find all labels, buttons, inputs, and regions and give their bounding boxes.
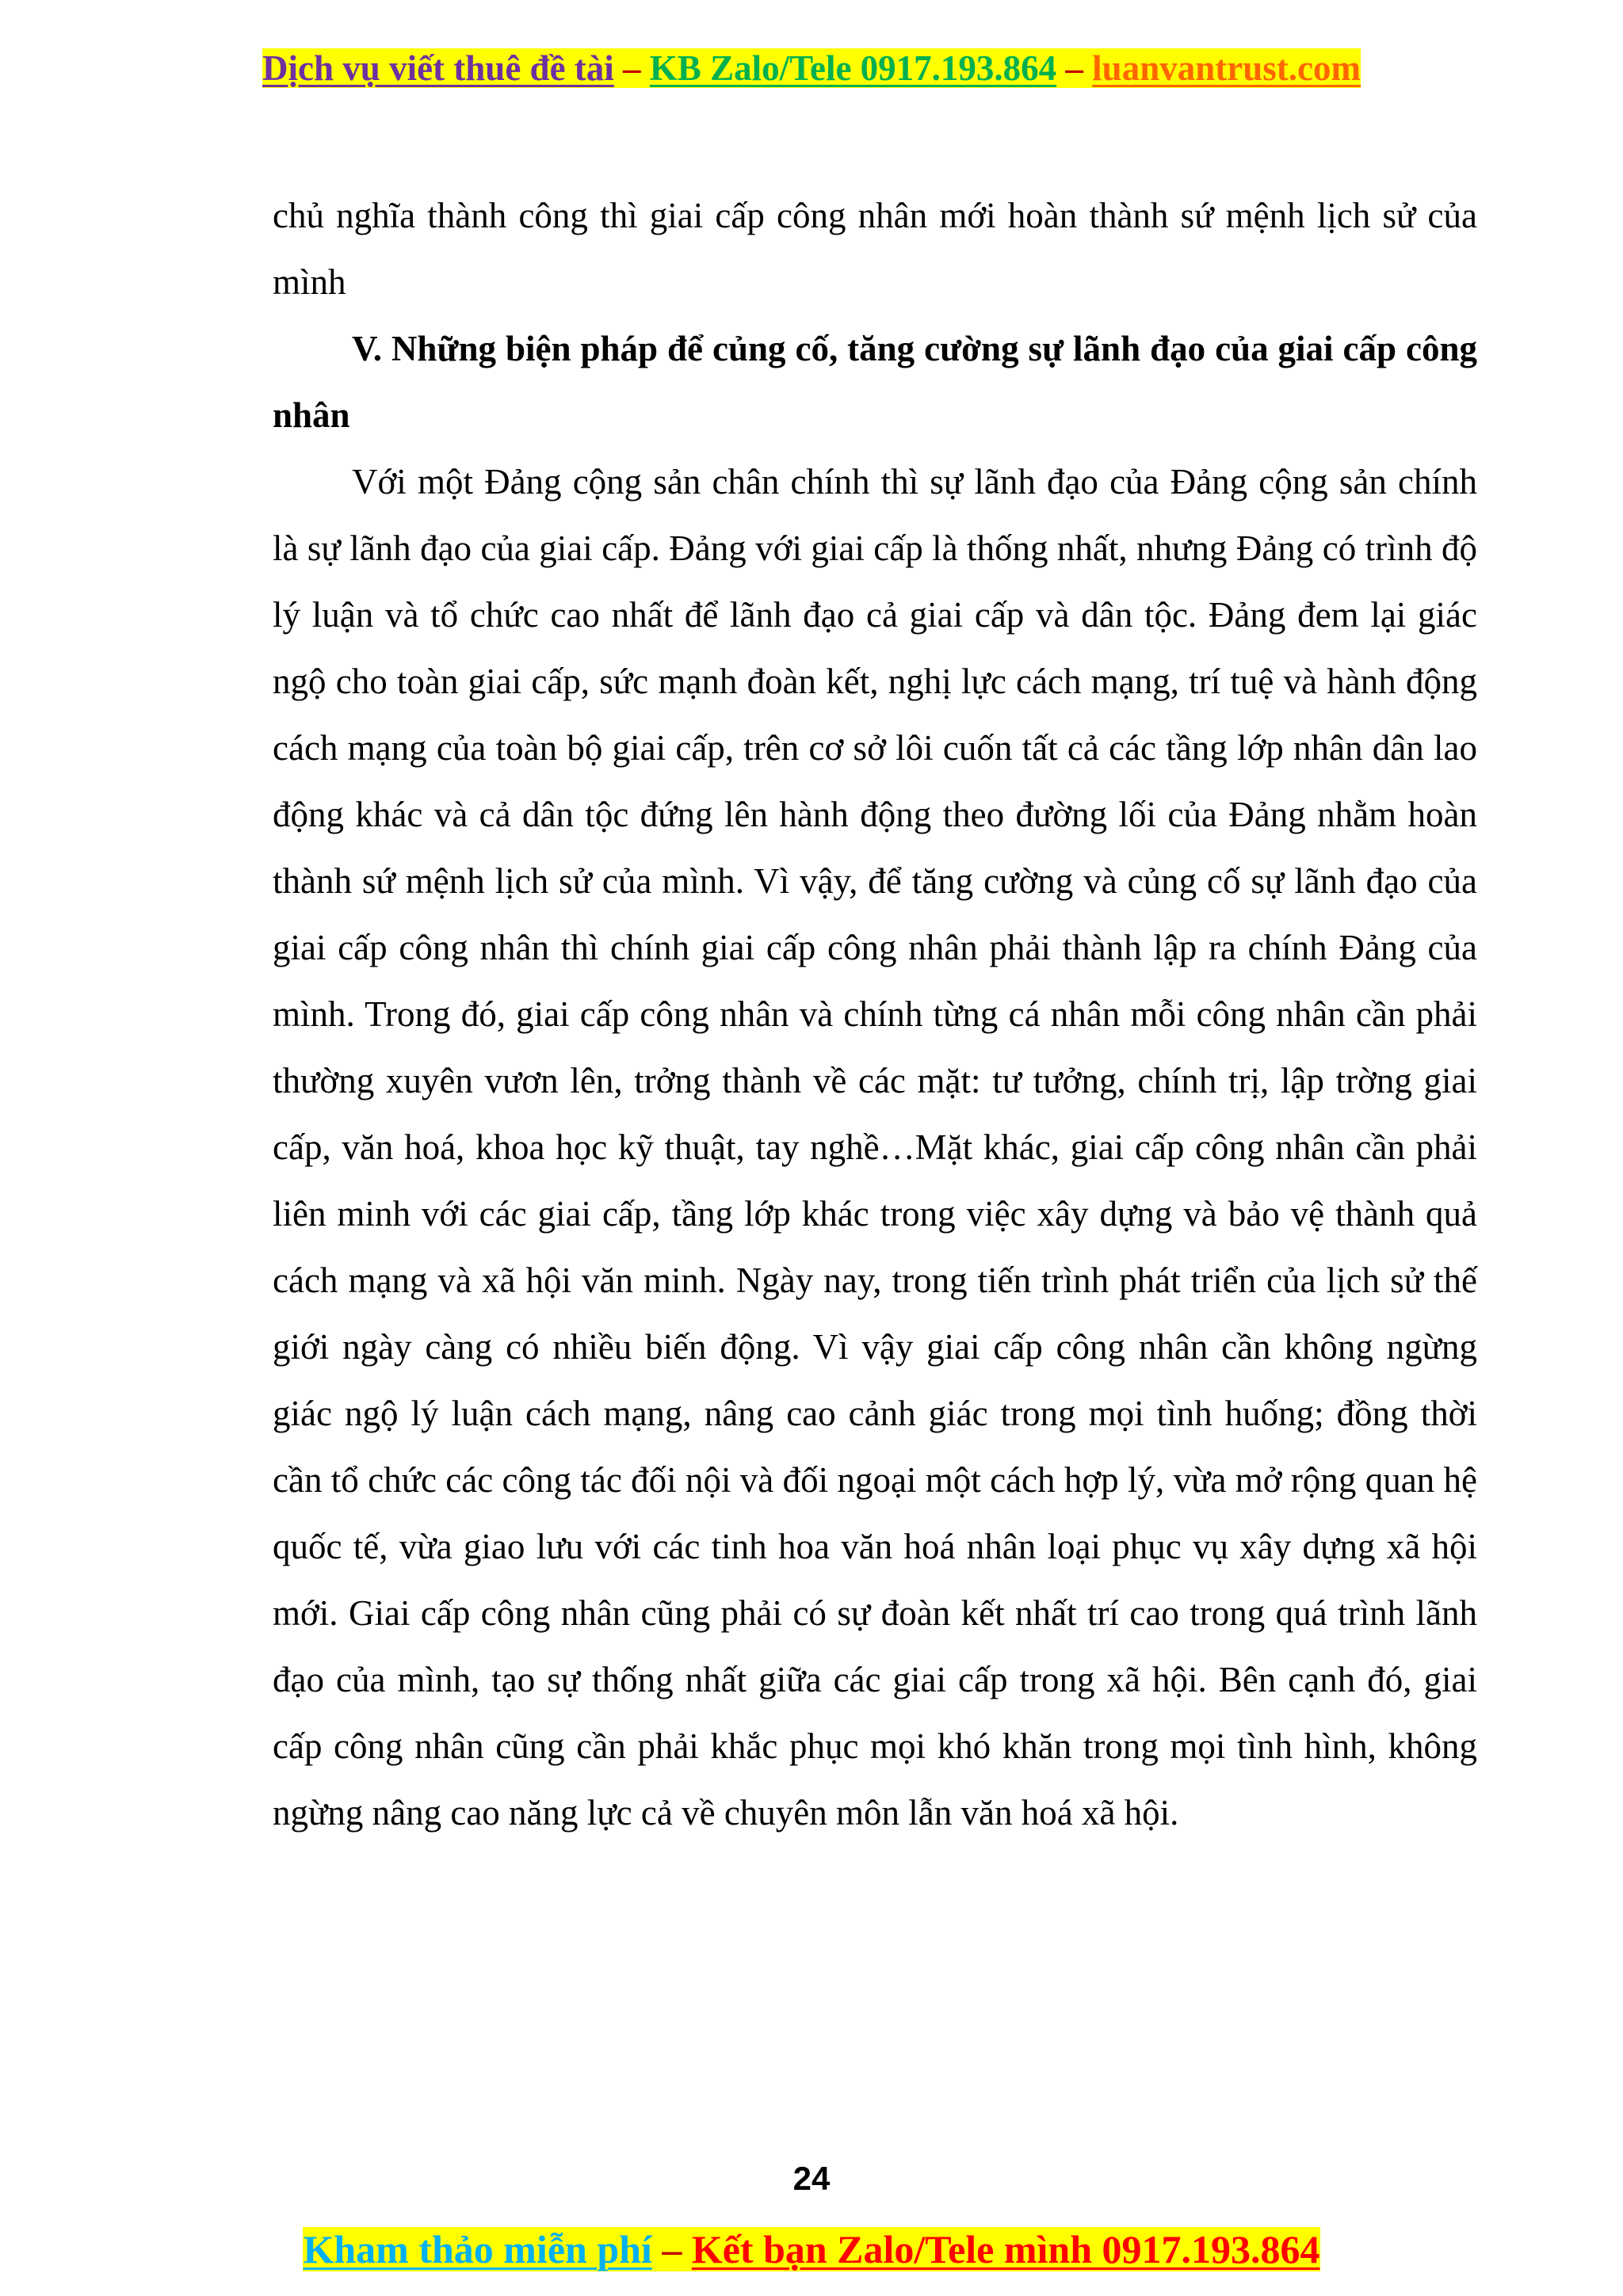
header-contact-link[interactable]: KB Zalo/Tele 0917.193.864 [649, 48, 1057, 88]
page-number: 24 [792, 2160, 831, 2197]
paragraph-continued: chủ nghĩa thành công thì giai cấp công nhân mới hoàn thành sứ mệnh lịch sử của mình [273, 196, 1477, 302]
header-separator: – [1056, 48, 1093, 88]
header-service-link[interactable]: Dịch vụ viết thuê đề tài [262, 48, 614, 88]
footer-banner [0, 2223, 1623, 2275]
document-body [273, 182, 1477, 1846]
section-heading: V. Những biện pháp để củng cố, tăng cường sự lãnh đạo của giai cấp công nhân [273, 329, 1477, 435]
footer-contact-link[interactable]: Kết bạn Zalo/Tele mình 0917.193.864 [691, 2227, 1320, 2271]
paragraph-main: Với một Đảng cộng sản chân chính thì sự lãnh đạo của Đảng cộng sản chính là sự lãnh đạo của giai cấp. Đảng với giai cấp là thống nhất, nhưng Đảng có trình độ lý luận và tổ chức cao nhất để lãnh đạo cả giai cấp và dân tộc. Đảng đem lại giác ngộ cho toàn giai cấp, sức mạnh đoàn kết, nghị lực cách mạng, trí tuệ và hành động cách mạng của toàn bộ giai cấp, trên cơ sở lôi cuốn tất cả các tầng lớp nhân dân lao động khác và cả dân tộc đứng lên hành động theo đường lối của Đảng nhằm hoàn thành sứ mệnh lịch sử của mình. Vì vậy, để tăng cường và củng cố sự lãnh đạo của giai cấp công nhân thì chính giai cấp công nhân phải thành lập ra chính Đảng của mình. Trong đó, giai cấp công nhân và chính từng cá nhân mỗi công nhân cần phải thường xuyên vươn lên, trởng thành về các mặt: tư tưởng, chính trị, lập trờng giai cấp, văn hoá, khoa học kỹ thuật, tay nghề…Mặt khác, giai cấp công nhân cần phải liên minh với các giai cấp, tầng lớp khác trong việc xây dựng và bảo vệ thành quả cách mạng và xã hội văn minh. Ngày nay, trong tiến trình phát triển của lịch sử thế giới ngày càng có nhiều biến động. Vì vậy giai cấp công nhân cần không ngừng giác ngộ lý luận cách mạng, nâng cao cảnh giác trong mọi tình huống; đồng thời cần tổ chức các công tác đối nội và đối ngoại một cách hợp lý, vừa mở rộng quan hệ quốc tế, vừa giao lưu với các tinh hoa văn hoá nhân loại phục vụ xây dựng xã hội mới. Giai cấp công nhân cũng phải có sự đoàn kết nhất trí cao trong quá trình lãnh đạo của mình, tạo sự thống nhất giữa các giai cấp trong xã hội. Bên cạnh đó, giai cấp công nhân cũng cần phải khắc phục mọi khó khăn trong mọi tình hình, không ngừng nâng cao năng lực cả về chuyên môn lẫn văn hoá xã hội. [273, 462, 1477, 1833]
footer-free-link[interactable]: Kham thảo miễn phí [303, 2227, 652, 2271]
header-separator: – [613, 48, 650, 88]
header-site-link[interactable]: luanvantrust.com [1092, 48, 1361, 88]
footer-separator: – [651, 2227, 692, 2271]
header-banner [0, 44, 1623, 92]
